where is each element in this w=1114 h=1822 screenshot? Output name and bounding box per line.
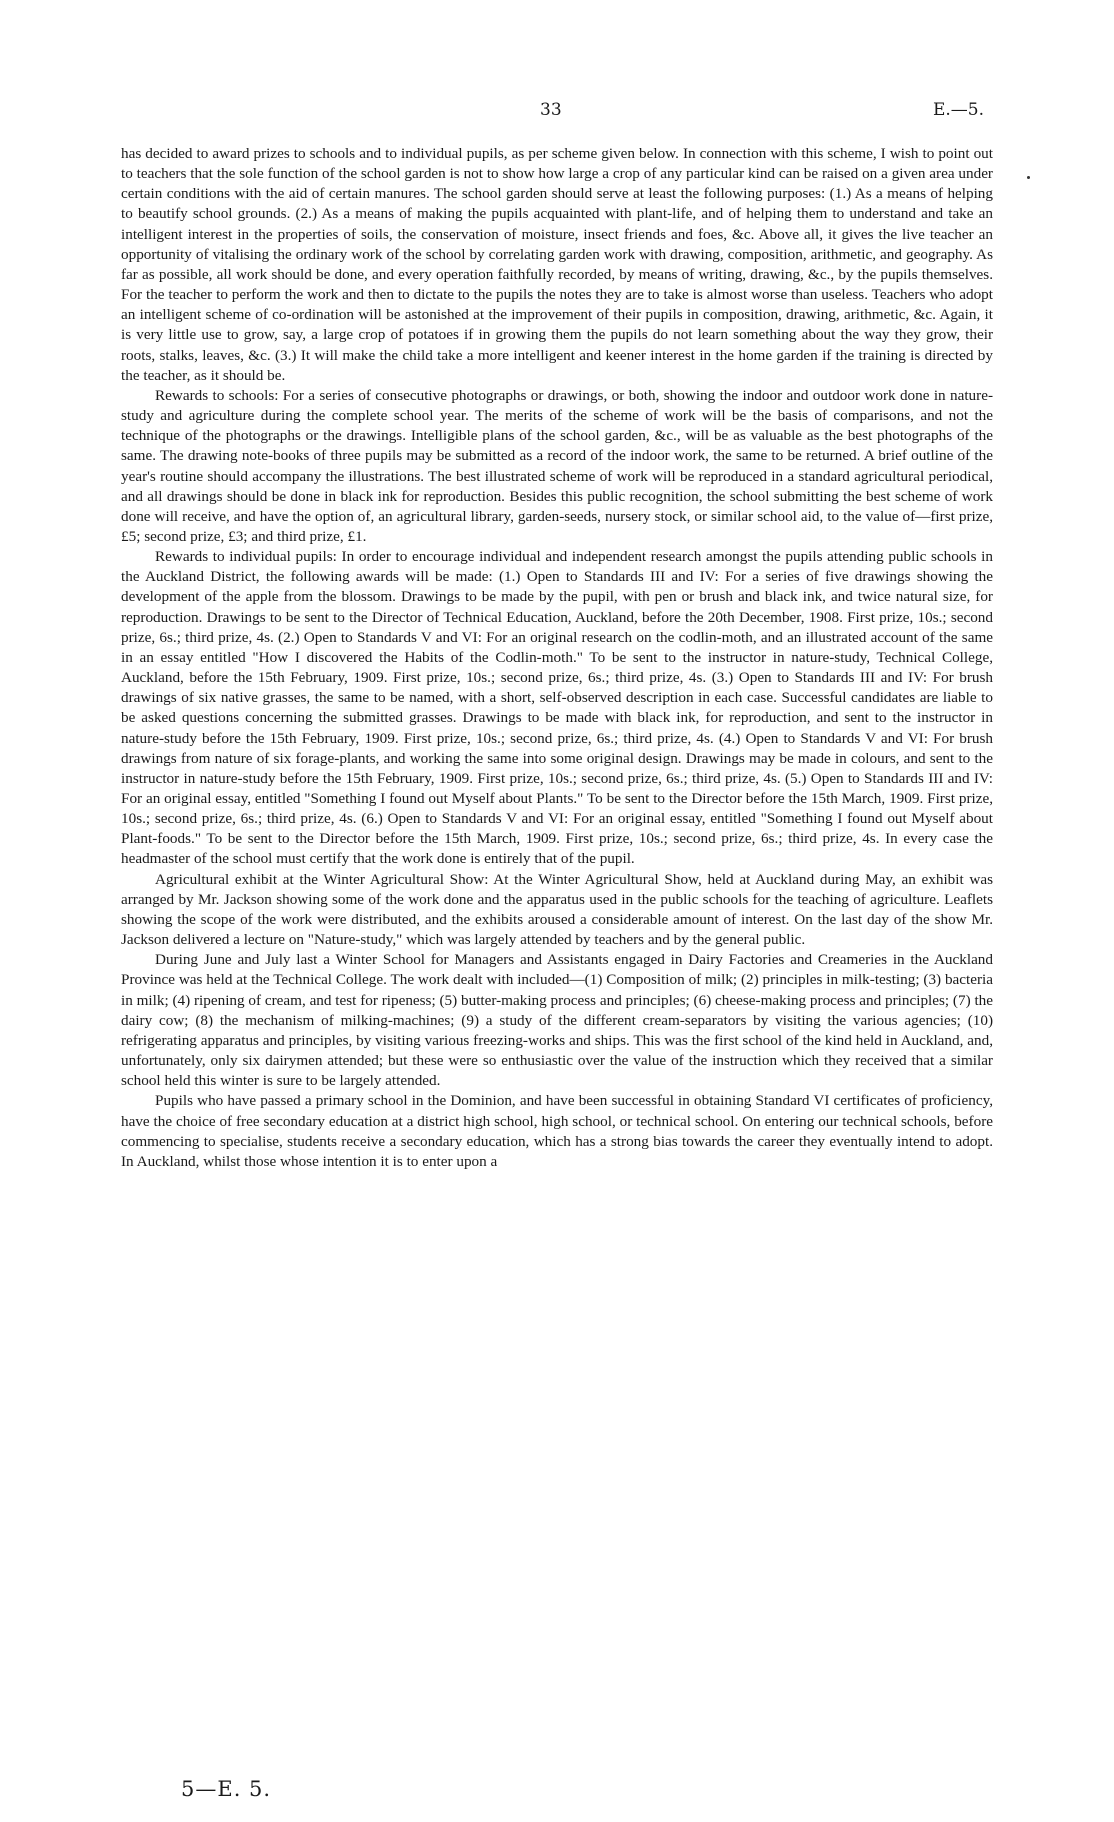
paragraph-rewards-to-pupils: Rewards to individual pupils: In order to encourage individual and independent research amongst the pupils attending public schools in the Auckland District, the following awards will be made: (1.) Open to Standards III and IV: For a series of five drawings showing the development of the apple from the blossom. Drawings to be made by the pupil, with pen or brush and black ink, and twice natural size, for reproduction. Drawings to be sent to the Director of Technical Education, Auckland, before the 20th December, 1908. First prize, 10s.; second prize, 6s.; third prize, 4s. (2.) Open to Standards V and VI: For an original research on the codlin-moth, and an illustrated account of the same in an essay entitled "How I discovered the Habits of the Codlin-moth." To be sent to the instructor in nature-study, Technical College, Auckland, before the 15th February, 1909. First prize, 10s.; second prize, 6s.; third prize, 4s. (3.) Open to Standards III and IV: For brush drawings of six native grasses, the same to be named, with a short, self-observed description in each case. Successful candidates are liable to be asked questions concerning the submitted grasses. Drawings to be made with black ink, for reproduction, and sent to the instructor in nature-study before the 15th February, 1909. First prize, 10s.; second prize, 6s.; third prize, 4s. (4.) Open to Standards V and VI: For brush drawings from nature of six forage-plants, and working the same into some original design. Drawings may be made in colours, and sent to the instructor in nature-study before the 15th February, 1909. First prize, 10s.; second prize, 6s.; third prize, 4s. (5.) Open to Standards III and IV: For an original essay, entitled "Something I found out Myself about Plants." To be sent to the Director before the 15th March, 1909. First prize, 10s.; second prize, 6s.; third prize, 4s. (6.) Open to Standards V and VI: For an original essay, entitled "Something I found out Myself about Plant-foods." To be sent to the Director before the 15th March, 1909. First prize, 10s.; second prize, 6s.; third prize, 4s. In every case the headmaster of the school must certify that the work done is entirely that of the pupil.: [121, 548, 993, 868]
print-speck: [1027, 176, 1030, 179]
paragraph-winter-show: Agricultural exhibit at the Winter Agricultural Show: At the Winter Agricultural Show, held at Auckland during May, an exhibit was arranged by Mr. Jackson showing some of the work done and the apparatus used in the public schools for the teaching of agriculture. Leaflets showing the scope of the work were distributed, and the exhibits aroused a considerable amount of interest. On the last day of the show Mr. Jackson delivered a lecture on "Nature-study," which was largely attended by teachers and by the general public.: [121, 870, 993, 949]
page-number: 33: [540, 100, 562, 120]
paragraph-winter-school: During June and July last a Winter School for Managers and Assistants engaged in Dairy Factories and Creameries in the Auckland Province was held at the Technical College. The work dealt with included—(1) Composition of milk; (2) principles in milk-testing; (3) bacteria in milk; (4) ripening of cream, and test for ripeness; (5) butter-making process and principles; (6) cheese-making process and principles; (7) the dairy cow; (8) the mechanism of milking-machines; (9) a study of the different cream-separators by visiting the various agencies; (10) refrigerating apparatus and principles, by visiting various freezing-works and ships. This was the first school of the kind held in Auckland, and, unfortunately, only six dairymen attended; but these were so enthusiastic over the value of the instruction which they received that a similar school held this winter is sure to be largely attended.: [121, 951, 993, 1090]
paragraph-school-garden: has decided to award prizes to schools and to individual pupils, as per scheme given below. In connection with this scheme, I wish to point out to teachers that the sole function of the school garden is not to show how large a crop of any particular kind can be raised on a given area under certain conditions with the aid of certain manures. The school garden should serve at least the following purposes: (1.) As a means of helping to beautify school grounds. (2.) As a means of making the pupils acquainted with plant-life, and of helping them to understand and take an intelligent interest in the properties of soils, the conservation of moisture, insect friends and foes, &c. Above all, it gives the live teacher an opportunity of vitalising the ordinary work of the school by correlating garden work with drawing, composition, arithmetic, and geography. As far as possible, all work should be done, and every operation faithfully recorded, by means of writing, drawing, &c., by the pupils themselves. For the teacher to perform the work and then to dictate to the pupils the notes they are to take is almost worse than useless. Teachers who adopt an intelligent scheme of co-ordination will be astonished at the improvement of their pupils in composition, drawing, arithmetic, &c. Again, it is very little use to grow, say, a large crop of potatoes if in growing them the pupils do not learn something about the way they grow, their roots, stalks, leaves, &c. (3.) It will make the child take a more intelligent and keener interest in the home garden if the training is directed by the teacher, as it should be.: [121, 145, 993, 384]
paragraph-secondary-education: Pupils who have passed a primary school in the Dominion, and have been successful in obtaining Standard VI certificates of proficiency, have the choice of free secondary education at a district high school, high school, or technical school. On entering our technical schools, before commencing to specialise, students receive a secondary education, which has a strong bias towards the career they eventually intend to adopt. In Auckland, whilst those whose intention it is to enter upon a: [121, 1092, 993, 1170]
document-reference: E.—5.: [932, 100, 984, 120]
signature-mark: 5—E. 5.: [181, 1777, 272, 1801]
body-text: [121, 144, 993, 1172]
paragraph-rewards-to-schools: Rewards to schools: For a series of consecutive photographs or drawings, or both, showing the indoor and outdoor work done in nature-study and agriculture during the complete school year. The merits of the scheme of work will be the basis of comparisons, and not the technique of the photographs or the drawings. Intelligible plans of the school garden, &c., will be as valuable as the best photographs of the same. The drawing note-books of three pupils may be submitted as a record of the indoor work, the same to be returned. A brief outline of the year's routine should accompany the illustrations. The best illustrated scheme of work will be reproduced in a standard agricultural periodical, and all drawings should be done in black ink for reproduction. Besides this public recognition, the school submitting the best scheme of work done will receive, and have the option of, an agricultural library, garden-seeds, nursery stock, or similar school aid, to the value of—first prize, £5; second prize, £3; and third prize, £1.: [121, 386, 993, 545]
